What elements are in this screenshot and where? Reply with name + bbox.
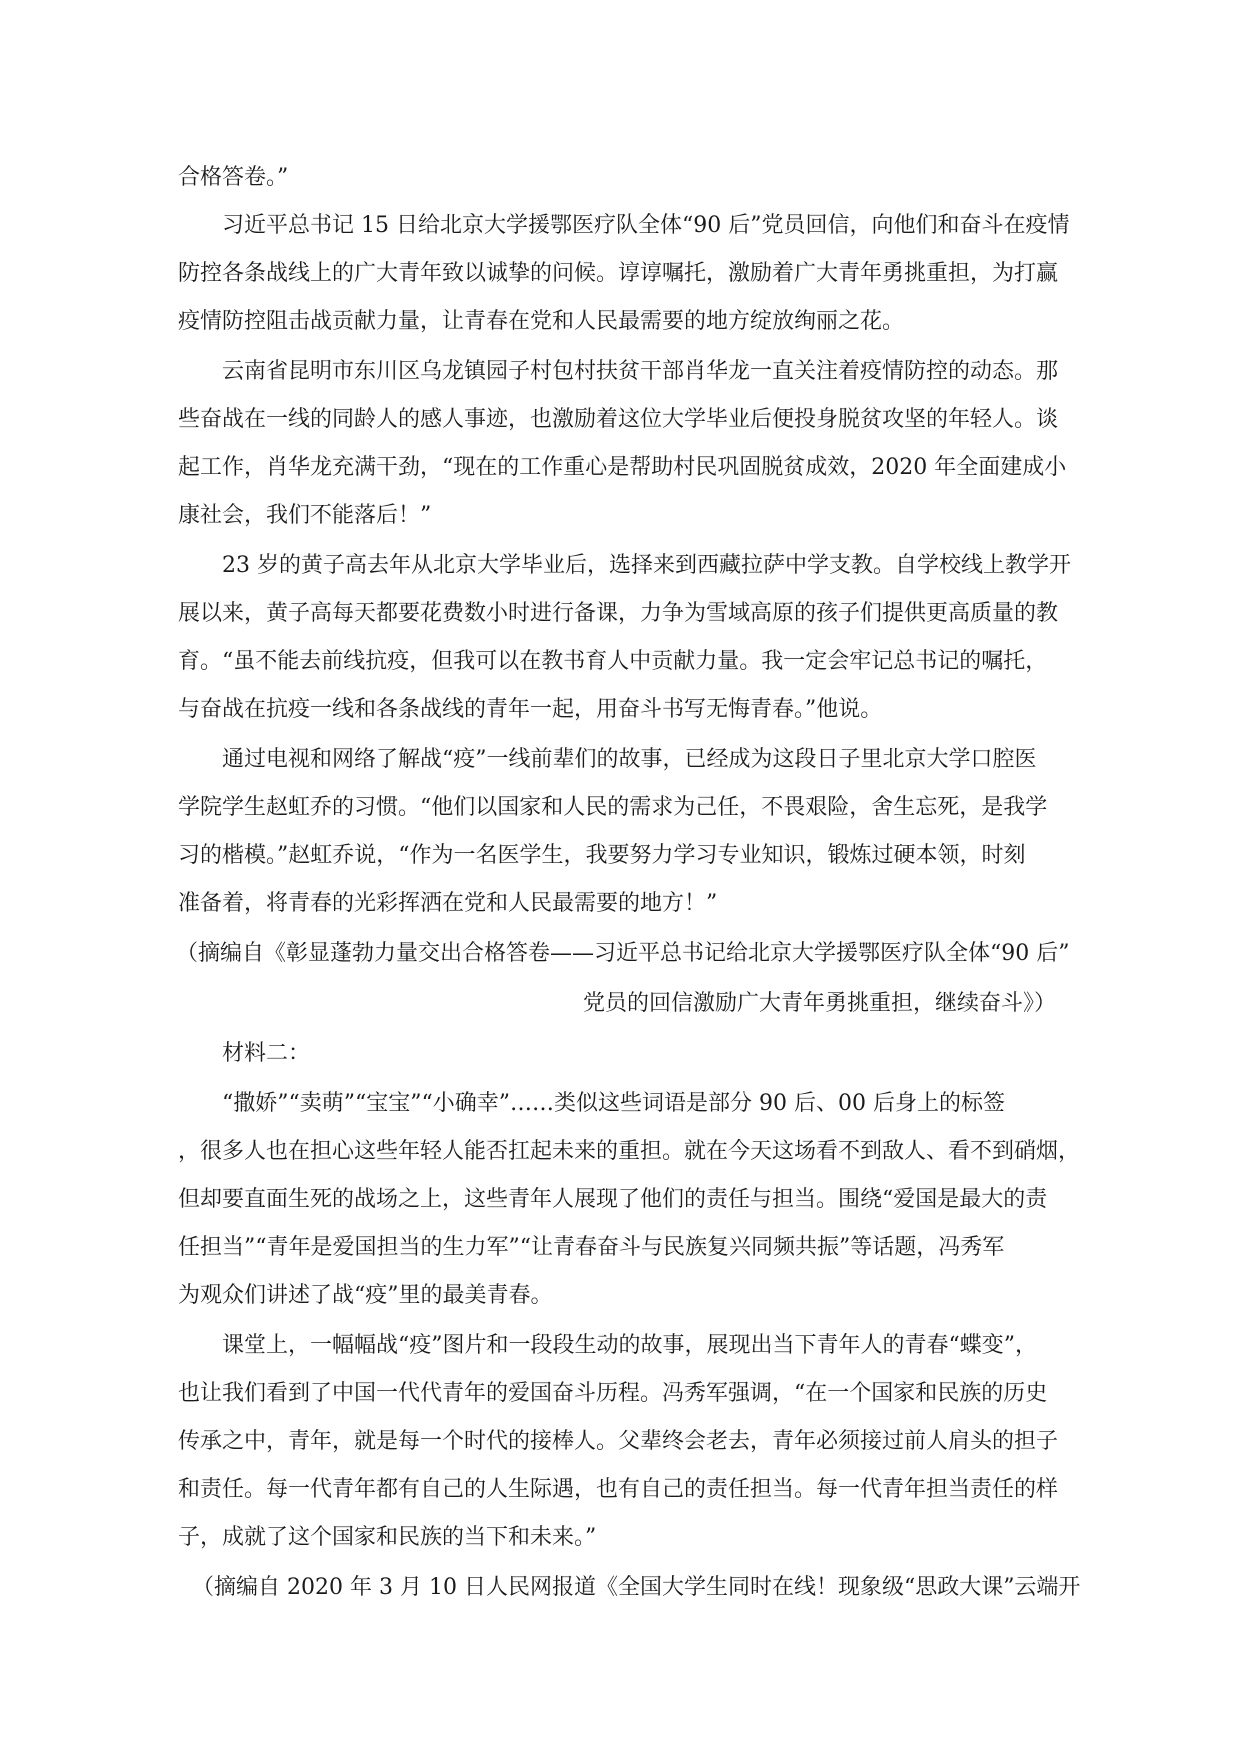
section-heading: 材料二： xyxy=(222,1041,311,1066)
text-line: 通过电视和网络了解战“疫”一线前辈们的故事，已经成为这段日子里北京大学口腔医 xyxy=(222,747,1037,772)
text-line: 疫情防控阻击战贡献力量，让青春在党和人民最需要的地方绽放绚丽之花。 xyxy=(178,309,905,334)
text-line: 合格答卷。” xyxy=(178,165,289,190)
text-line: 准备着，将青春的光彩挥洒在党和人民最需要的地方！” xyxy=(178,891,718,916)
text-line: 为观众们讲述了战“疫”里的最美青春。 xyxy=(178,1283,553,1308)
text-line: 些奋战在一线的同龄人的感人事迹，也激励着这位大学毕业后便投身脱贫攻坚的年轻人。谈 xyxy=(178,407,1059,432)
text-line: 康社会，我们不能落后！” xyxy=(178,503,432,528)
source-citation: 党员的回信激励广大青年勇挑重担，继续奋斗》） xyxy=(583,991,1057,1016)
text-line: 传承之中，青年，就是每一个时代的接棒人。父辈终会老去，青年必须接过前人肩头的担子 xyxy=(178,1429,1059,1454)
text-line: 任担当”“青年是爱国担当的生力军”“让青春奋斗与民族复兴同频共振”等话题，冯秀军 xyxy=(178,1235,1005,1260)
text-line: 云南省昆明市东川区乌龙镇园子村包村扶贫干部肖华龙一直关注着疫情防控的动态。那 xyxy=(222,359,1059,384)
source-citation: （摘编自《彰显蓬勃力量交出合格答卷——习近平总书记给北京大学援鄂医疗队全体“90 后” xyxy=(176,941,1070,966)
text-line: 展以来，黄子高每天都要花费数小时进行备课，力争为雪域高原的孩子们提供更高质量的教 xyxy=(178,601,1059,626)
text-line: 习的楷模。”赵虹乔说，“作为一名医学生，我要努力学习专业知识，锻炼过硬本领，时刻 xyxy=(178,843,1026,868)
text-line: 防控各条战线上的广大青年致以诚挚的问候。谆谆嘱托，激励着广大青年勇挑重担，为打赢 xyxy=(178,261,1059,286)
text-line: 和责任。每一代青年都有自己的人生际遇，也有自己的责任担当。每一代青年担当责任的样 xyxy=(178,1477,1059,1502)
text-line: 育。“虽不能去前线抗疫，但我可以在教书育人中贡献力量。我一定会牢记总书记的嘱托， xyxy=(178,649,1048,674)
text-line: 23 岁的黄子高去年从北京大学毕业后，选择来到西藏拉萨中学支教。自学校线上教学开 xyxy=(222,553,1071,578)
text-line: 课堂上，一幅幅战“疫”图片和一段段生动的故事，展现出当下青年人的青春“蝶变”， xyxy=(222,1333,1037,1358)
text-line: 习近平总书记 15 日给北京大学援鄂医疗队全体“90 后”党员回信，向他们和奋斗在疫情 xyxy=(222,213,1070,238)
text-line: 学院学生赵虹乔的习惯。“他们以国家和人民的需求为己任，不畏艰险，舍生忘死，是我学 xyxy=(178,795,1048,820)
text-line: “撒娇”“卖萌”“宝宝”“小确幸”……类似这些词语是部分 90 后、00 后身上的标签 xyxy=(222,1091,1005,1116)
text-line: ，很多人也在担心这些年轻人能否扛起未来的重担。就在今天这场看不到敌人、看不到硝烟， xyxy=(178,1139,1081,1164)
text-line: 子，成就了这个国家和民族的当下和未来。” xyxy=(178,1525,597,1550)
text-line: 也让我们看到了中国一代代青年的爱国奋斗历程。冯秀军强调，“在一个国家和民族的历史 xyxy=(178,1381,1048,1406)
text-line: 起工作，肖华龙充满干劲，“现在的工作重心是帮助村民巩固脱贫成效，2020 年全面建成小 xyxy=(178,455,1067,480)
text-line: 与奋战在抗疫一线和各条战线的青年一起，用奋斗书写无悔青春。”他说。 xyxy=(178,697,883,722)
text-line: 但却要直面生死的战场之上，这些青年人展现了他们的责任与担当。围绕“爱国是最大的责 xyxy=(178,1187,1048,1212)
source-citation: （摘编自 2020 年 3 月 10 日人民网报道《全国大学生同时在线！现象级“思政大课”云端开 xyxy=(192,1575,1081,1600)
